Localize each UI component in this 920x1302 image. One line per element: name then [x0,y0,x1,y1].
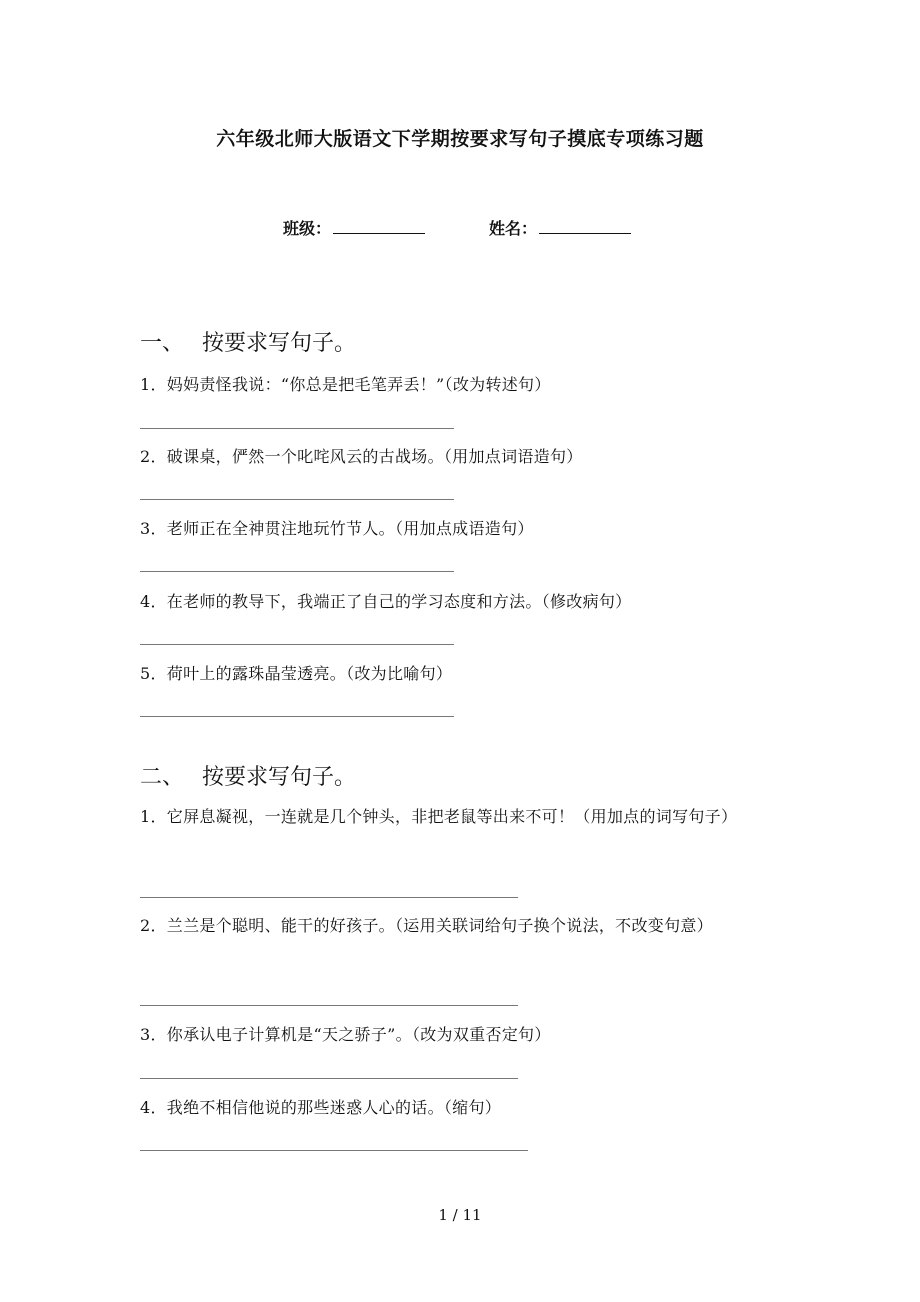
question-2-3: 3．你承认电子计算机是“天之骄子”。（改为双重否定句） [140,1025,551,1044]
answer-line-2-1[interactable] [140,897,518,898]
question-2-1: 1．它屏息凝视，一连就是几个钟头，非把老鼠等出来不可！（用加点的词写句子） [140,807,738,826]
question-2-2: 2．兰兰是个聪明、能干的好孩子。（运用关联词给句子换个说法，不改变句意） [140,916,713,935]
question-1-5: 5．荷叶上的露珠晶莹透亮。（改为比喻句） [140,664,453,683]
section-2-title: 按要求写句子。 [202,765,357,790]
page-title: 六年级北师大版语文下学期按要求写句子摸底专项练习题 [216,128,704,150]
name-blank[interactable] [539,217,631,234]
question-1-2: 2．破课桌，俨然一个叱咤风云的古战场。（用加点词语造句） [140,447,583,466]
question-1-1: 1．妈妈责怪我说：“你总是把毛笔弄丢！”（改为转述句） [140,375,551,394]
class-label: 班级： [283,219,332,238]
answer-line-1-1[interactable] [140,428,454,429]
page-number: 1 / 11 [438,1206,482,1224]
section-1-number: 一、 [140,331,185,356]
section-1-heading [140,326,356,357]
answer-line-1-3[interactable] [140,571,454,572]
answer-line-1-2[interactable] [140,499,454,500]
name-field [489,216,631,239]
class-field [283,216,425,239]
question-2-4: 4．我绝不相信他说的那些迷惑人心的话。（缩句） [140,1098,502,1117]
answer-line-2-2[interactable] [140,1005,518,1006]
question-1-3: 3．老师正在全神贯注地玩竹节人。（用加点成语造句） [140,519,534,538]
answer-line-2-3[interactable] [140,1078,518,1079]
section-2-heading [140,760,356,791]
class-blank[interactable] [333,217,425,234]
section-1-title: 按要求写句子。 [202,331,357,356]
question-1-4: 4．在老师的教导下，我端正了自己的学习态度和方法。（修改病句） [140,592,632,611]
answer-line-1-4[interactable] [140,644,454,645]
name-label: 姓名： [489,219,538,238]
answer-line-1-5[interactable] [140,716,454,717]
section-2-number: 二、 [140,765,185,790]
answer-line-2-4[interactable] [140,1150,528,1151]
